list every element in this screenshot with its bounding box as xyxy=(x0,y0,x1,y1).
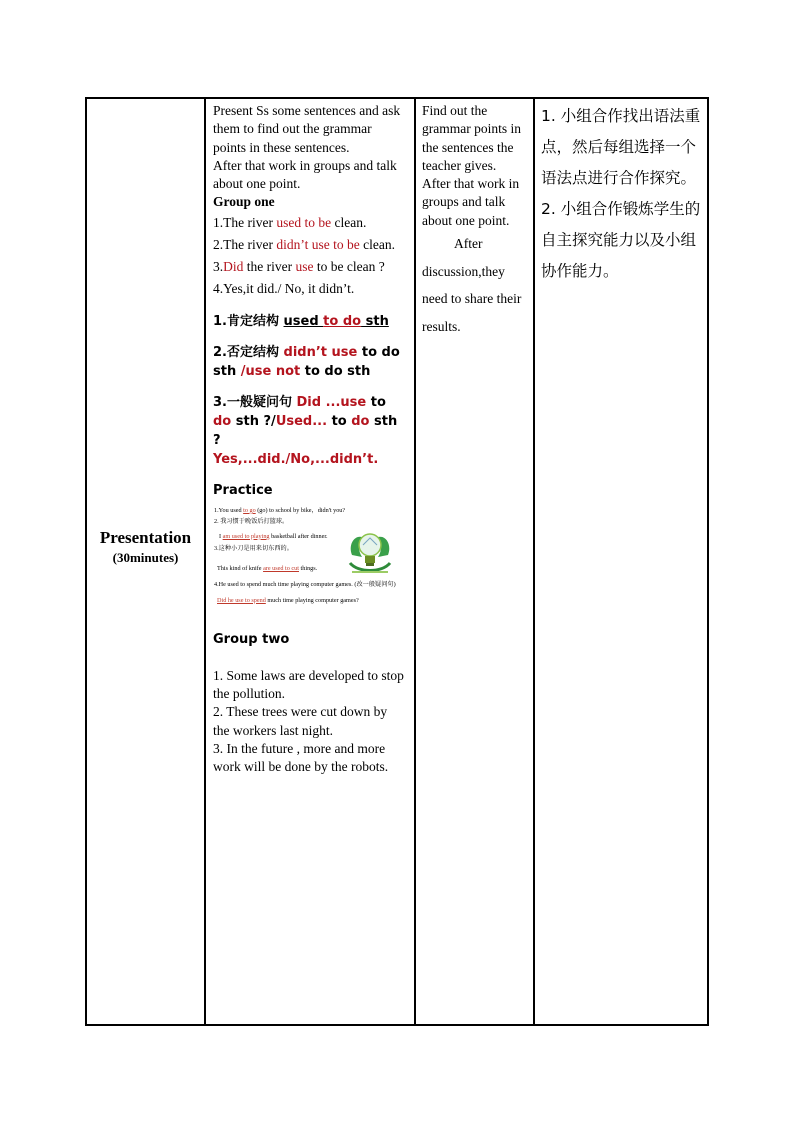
practice-exercise-image xyxy=(213,506,396,618)
sentence-1: 1.The river used to be clean. xyxy=(213,214,367,230)
student-find: Find out the grammar points in the sentences the teacher gives. xyxy=(422,103,521,173)
practice-line: 4.He used to spend much time playing computer games. (改一般疑问句) xyxy=(214,580,396,588)
lightbulb-hands-icon xyxy=(346,527,394,577)
stage-title: Presentation xyxy=(99,528,192,547)
student-share: After discussion,they need to share their results. xyxy=(422,236,522,334)
purpose-1: 1. 小组合作找出语法重点，然后每组选择一个语法点进行合作探究。 xyxy=(541,107,701,187)
student-group-work: After that work in groups and talk about one point. xyxy=(422,176,520,228)
lesson-table xyxy=(85,97,709,1026)
teacher-activity-cell xyxy=(206,99,414,1024)
question-structure: 3.一般疑问句 Did ...use to do sth ?/Used... to do sth ? Yes,...did./No,...didn’t. xyxy=(213,394,398,467)
group-two-sentence: 1. Some laws are developed to stop the pollution. xyxy=(213,667,404,702)
practice-line: This kind of knife are used to cut things. xyxy=(217,564,318,572)
group-one-heading: Group one xyxy=(213,194,275,210)
purpose-2: 2. 小组合作锻炼学生的自主探究能力以及小组协作能力。 xyxy=(541,200,701,280)
stage-duration: (30minutes) xyxy=(112,550,179,565)
group-two-sentence: 3. In the future , more and more work will be done by the robots. xyxy=(213,740,389,775)
practice-line: 2. 我习惯于晚饭后打篮球。 xyxy=(214,517,289,525)
purpose-cell xyxy=(535,99,709,1024)
group-two-heading: Group two xyxy=(213,631,290,647)
practice-line: 1.You used to go (go) to school by bike，didn't you? xyxy=(214,506,346,514)
teacher-after: After that work in groups and talk about one point. xyxy=(213,157,397,192)
practice-line: I am used to playing basketball after dinner. xyxy=(219,532,328,540)
practice-line: 3.这种小刀是用来切东西的。 xyxy=(214,544,293,552)
sentence-3: 3.Did the river use to be clean ? xyxy=(213,258,385,274)
stage-cell xyxy=(87,99,204,1024)
group-two-sentence: 2. These trees were cut down by the workers last night. xyxy=(213,704,388,738)
negative-structure: 2.否定结构 didn’t use to do sth /use not to do sth xyxy=(213,344,400,379)
teacher-intro: Present Ss some sentences and ask them to find out the grammar points in these sentences. xyxy=(213,103,401,155)
sentence-4: 4.Yes,it did./ No, it didn’t. xyxy=(213,280,355,296)
sentence-2: 2.The river didn’t use to be clean. xyxy=(213,236,395,252)
practice-line: Did he use to spend much time playing computer games? xyxy=(217,596,359,604)
student-activity-cell xyxy=(416,99,533,1024)
positive-structure: 1.肯定结构 used to do sth xyxy=(213,313,389,329)
practice-heading: Practice xyxy=(213,482,273,498)
